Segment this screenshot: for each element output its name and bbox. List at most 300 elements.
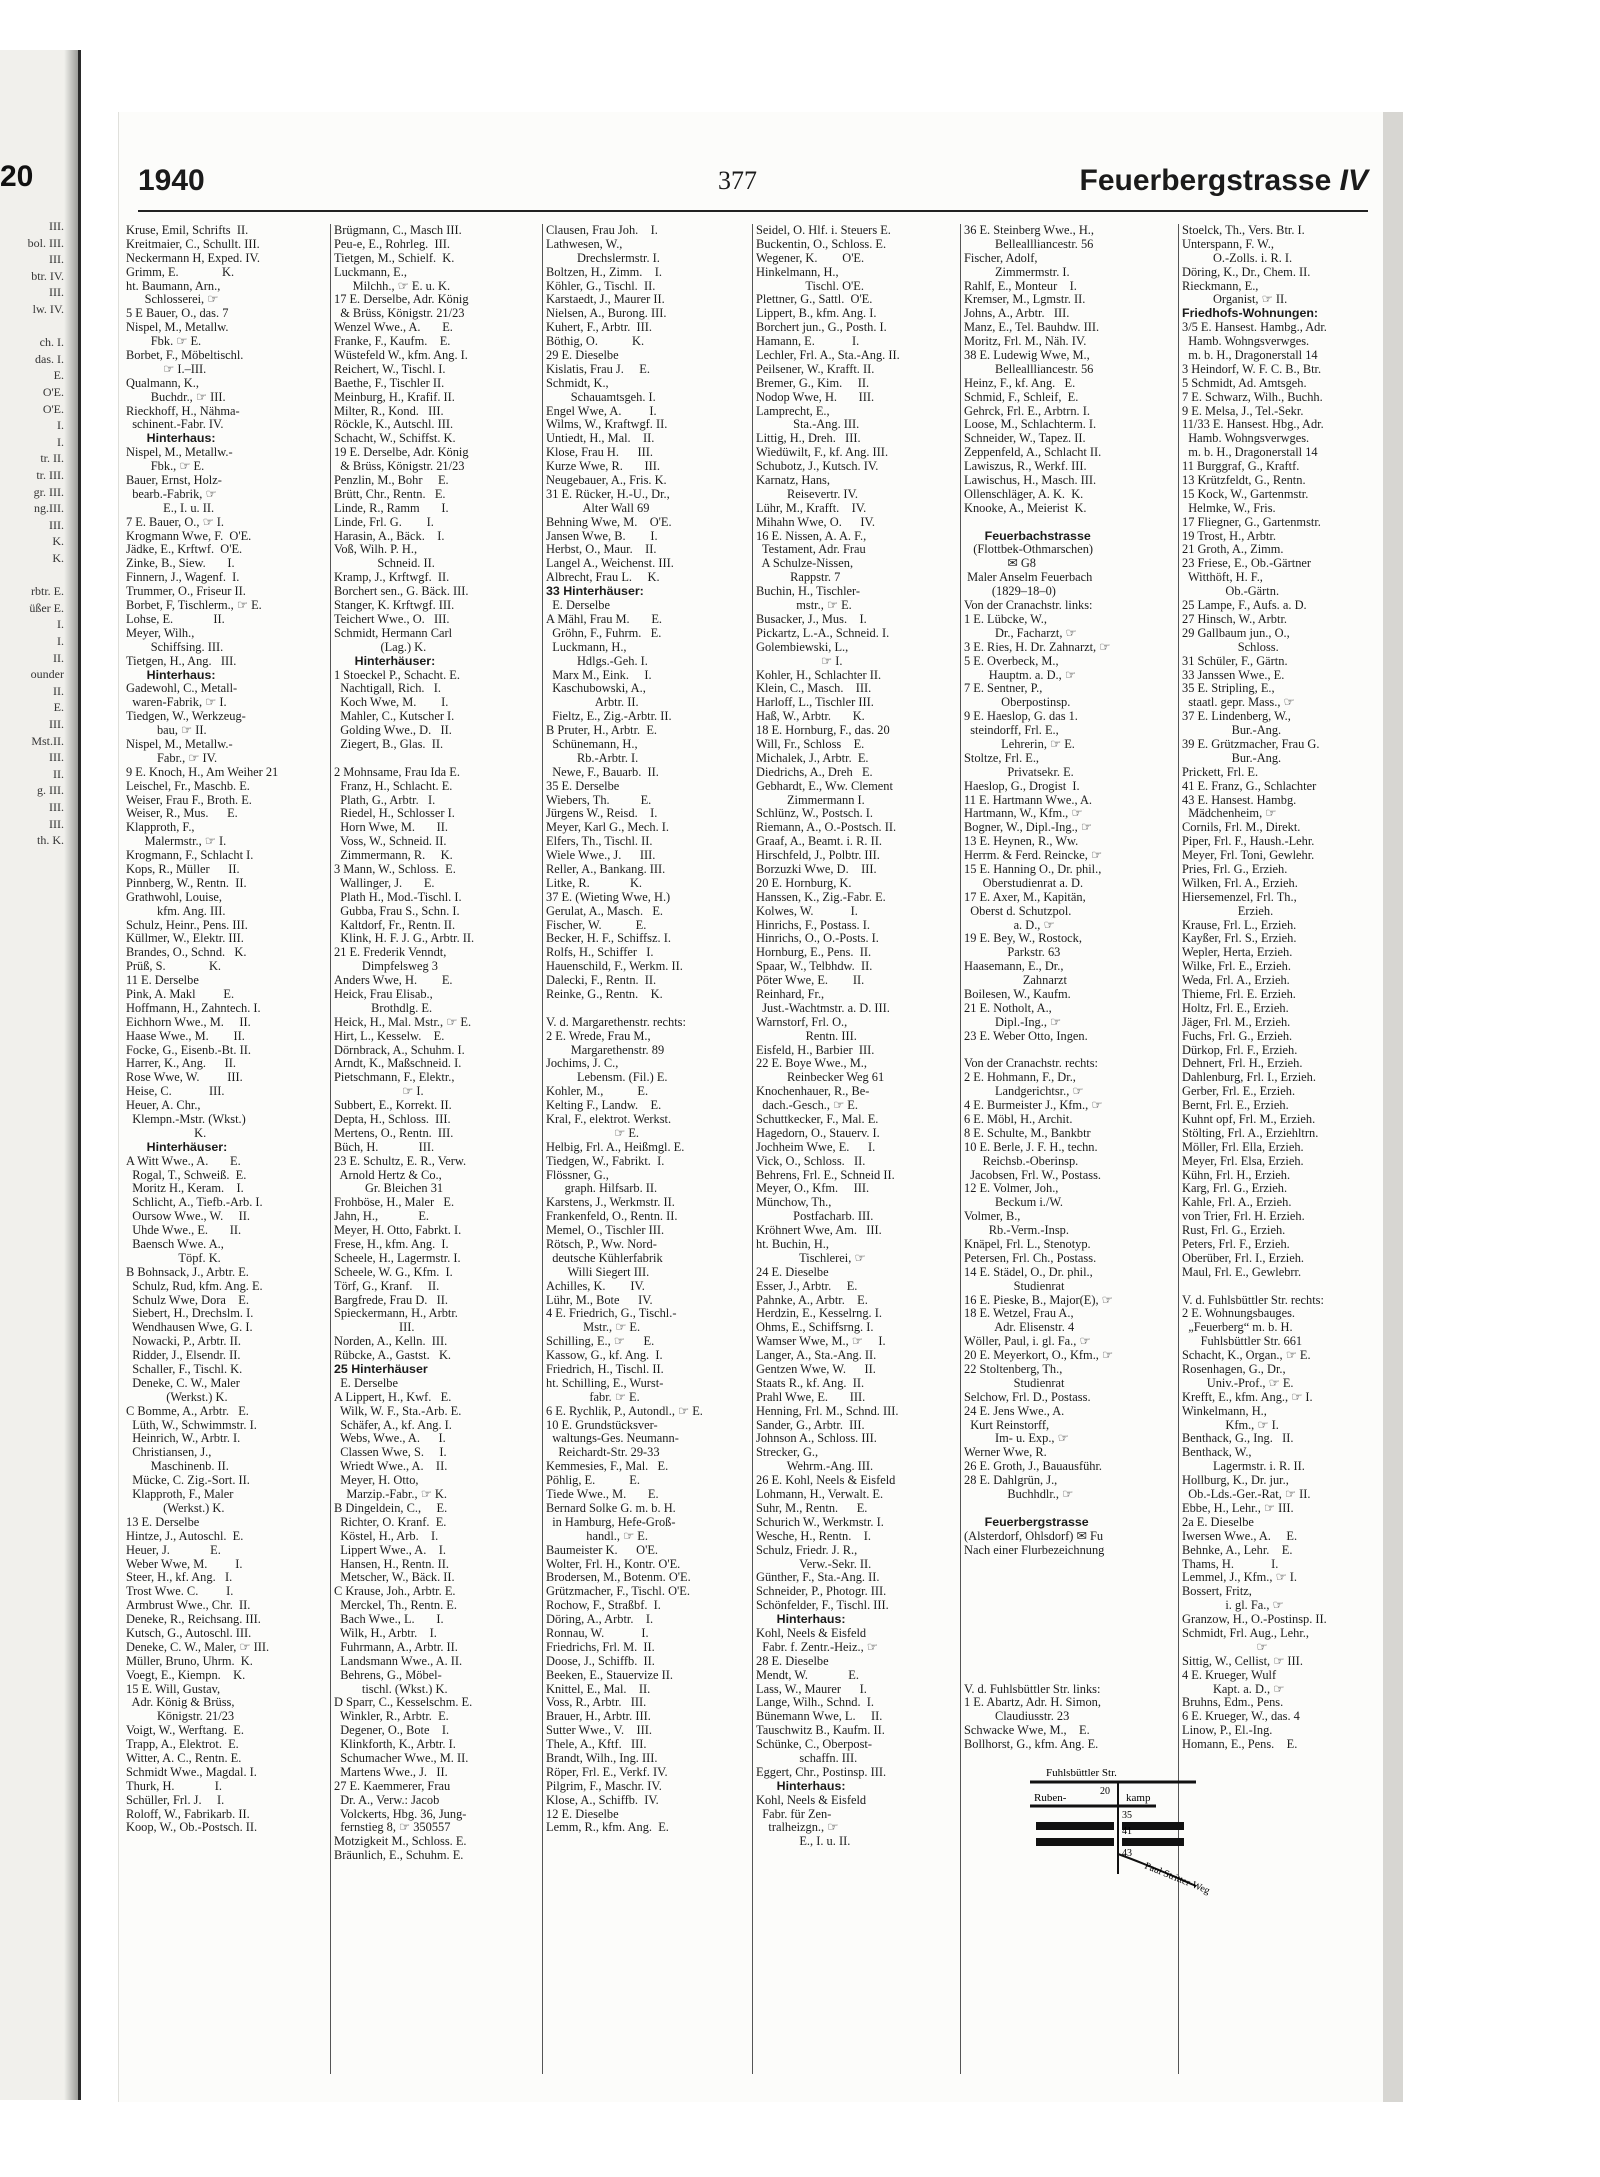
directory-line bbox=[964, 1502, 1174, 1516]
directory-line: Kfm., ☞ I. bbox=[1182, 1417, 1279, 1432]
directory-line bbox=[964, 1585, 1174, 1599]
directory-line: Haase Wwe., M. II. bbox=[126, 1028, 245, 1043]
directory-line: Horn Wwe, M. II. bbox=[334, 820, 449, 835]
directory-line: 22 E. Boye Wwe., M., bbox=[756, 1056, 867, 1071]
directory-line bbox=[964, 1044, 1174, 1058]
directory-line: Hintze, J., Autoschl. E. bbox=[126, 1528, 244, 1543]
directory-line: Stoelck, Th., Vers. Btr. I. bbox=[1182, 223, 1305, 237]
directory-line: Reinbecker Weg 61 bbox=[756, 1070, 885, 1085]
directory-line: Eggert, Chr., Postinsp. III. bbox=[756, 1764, 887, 1779]
directory-line: 19 E. Bey, W., Rostock, bbox=[964, 931, 1082, 946]
directory-line: Oberüber, Frl. I., Erzieh. bbox=[1182, 1250, 1304, 1265]
directory-line: Witter, A. C., Rentn. E. bbox=[126, 1750, 242, 1765]
directory-line bbox=[964, 1641, 1174, 1655]
directory-line: Bünemann Wwe, L. II. bbox=[756, 1709, 883, 1724]
directory-line: 13 Krützfeldt, G., Rentn. bbox=[1182, 473, 1306, 488]
directory-line: Oberst d. Schutzpol. bbox=[964, 903, 1072, 918]
directory-line: Riemann, A., O.-Postsch. II. bbox=[756, 820, 897, 835]
directory-line: Wüstefeld W., kfm. Ang. I. bbox=[334, 348, 468, 363]
directory-line: Köstel, H., Arb. I. bbox=[334, 1528, 439, 1543]
directory-line: graph. Hilfsarb. II. bbox=[546, 1181, 658, 1196]
adjacent-page-fragment: das. I. bbox=[35, 351, 64, 366]
directory-line: Brügmann, C., Masch III. bbox=[334, 223, 462, 237]
directory-line: Voigt, W., Werftang. E. bbox=[126, 1723, 244, 1738]
directory-line: Neckermann H, Exped. IV. bbox=[126, 250, 260, 265]
directory-line: Friedrichs, Frl. M. II. bbox=[546, 1639, 655, 1654]
directory-line: Tischl. O'E. bbox=[756, 278, 864, 293]
directory-line: Meyer, Karl G., Mech. I. bbox=[546, 820, 670, 835]
directory-line: Armbrust Wwe., Chr. II. bbox=[126, 1598, 251, 1613]
directory-line: Borchert sen., G. Bäck. III. bbox=[334, 584, 469, 599]
directory-line: Dr. A., Verw.: Jacob bbox=[334, 1792, 440, 1807]
directory-line: 23 E. Weber Otto, Ingen. bbox=[964, 1028, 1088, 1043]
directory-line: Heinz, F., kf. Ang. E. bbox=[964, 375, 1076, 390]
adjacent-page-fragment: gr. III. bbox=[33, 484, 64, 499]
directory-line: Willi Siegert III. bbox=[546, 1264, 650, 1279]
directory-line: fabr. ☞ E. bbox=[546, 1389, 640, 1404]
directory-line: Lühr, M., Bote IV. bbox=[546, 1292, 653, 1307]
directory-line: Steer, H., kf. Ang. I. bbox=[126, 1570, 233, 1585]
directory-line: V. d. Fuhlsbüttler Str. rechts: bbox=[1182, 1292, 1324, 1307]
directory-line: Schiffsing. III. bbox=[126, 639, 224, 654]
directory-line: 20 E. Meyerkort, O., Kfm., ☞ bbox=[964, 1348, 1114, 1363]
directory-line: Günther, F., Sta.-Ang. II. bbox=[756, 1570, 880, 1585]
directory-line: ☞ bbox=[1182, 1639, 1268, 1654]
directory-line: Deneke, R., Reichsang. III. bbox=[126, 1612, 261, 1627]
directory-line: Maschinenb. II. bbox=[126, 1459, 229, 1474]
directory-line: Böthig, O. K. bbox=[546, 334, 645, 349]
directory-line: Hinrichs, F., Postass. I. bbox=[756, 917, 870, 932]
directory-line: Bauer, Ernst, Holz- bbox=[126, 473, 222, 488]
directory-line: Tiedgen, W., Fabrikt. I. bbox=[546, 1153, 665, 1168]
directory-line: Rötsch, P., Ww. Nord- bbox=[546, 1237, 657, 1252]
directory-line: Tietgen, M., Schielf. K. bbox=[334, 250, 455, 265]
directory-line: Brauer, H., Arbtr. III. bbox=[546, 1709, 651, 1724]
directory-line: 7 E. Sentner, P., bbox=[964, 681, 1043, 696]
directory-line: Helbig, Frl. A., Heißmgl. E. bbox=[546, 1139, 685, 1154]
directory-line: Homann, E., Pens. E. bbox=[1182, 1737, 1298, 1752]
directory-line: Harrer, K., Ang. II. bbox=[126, 1056, 236, 1071]
directory-line: Bernt, Frl. E., Erzieh. bbox=[1182, 1098, 1289, 1113]
directory-line: E. Derselbe bbox=[546, 598, 610, 613]
adjacent-page-fragment: g. III. bbox=[37, 783, 64, 798]
directory-line: Kuhnt opf, Frl. M., Erzieh. bbox=[1182, 1112, 1316, 1126]
directory-line: Brodersen, M., Botenm. O'E. bbox=[546, 1570, 691, 1585]
directory-line: Friedrich, H., Tischl. II. bbox=[546, 1362, 664, 1377]
directory-line: Studienrat bbox=[964, 1278, 1065, 1293]
directory-line: Hdlgs.-Geh. I. bbox=[546, 653, 648, 668]
directory-line: Kaltdorf, Fr., Rentn. II. bbox=[334, 917, 456, 932]
directory-line bbox=[964, 1655, 1174, 1669]
directory-line: Mstr., ☞ E. bbox=[546, 1320, 641, 1335]
directory-line: Webs, Wwe., A. I. bbox=[334, 1431, 446, 1446]
directory-line: Borbet, F., Möbeltischl. bbox=[126, 348, 244, 363]
directory-line: 31 E. Rücker, H.-U., Dr., bbox=[546, 486, 670, 501]
directory-line: Herdzin, E., Kesselrng. I. bbox=[756, 1306, 882, 1321]
directory-line: Schünemann, H., bbox=[546, 736, 638, 751]
directory-line: 1 E. Lübcke, W., bbox=[964, 611, 1047, 626]
directory-line: Sittig, W., Cellist, ☞ III. bbox=[1182, 1653, 1303, 1668]
directory-line: Kuhert, F., Arbtr. III. bbox=[546, 320, 653, 335]
directory-line: Baensch Wwe. A., bbox=[126, 1237, 224, 1252]
directory-line: Dr., Facharzt, ☞ bbox=[964, 625, 1077, 640]
directory-line: Gebhardt, E., Ww. Clement bbox=[756, 778, 893, 793]
directory-line: 29 E. Dieselbe bbox=[546, 348, 619, 363]
directory-line: Pöter Wwe, E. II. bbox=[756, 973, 865, 988]
directory-line: Meyer, Frl. Toni, Gewlehr. bbox=[1182, 848, 1315, 863]
directory-line: 15 Kock, W., Gartenmstr. bbox=[1182, 486, 1309, 501]
directory-line: Rosenhagen, G., Dr., bbox=[1182, 1362, 1286, 1377]
directory-line: Bruhns, Edm., Pens. bbox=[1182, 1695, 1284, 1710]
directory-line: Henning, Frl. M., Schnd. III. bbox=[756, 1403, 899, 1418]
directory-line: Metscher, W., Bäck. II. bbox=[334, 1570, 455, 1585]
directory-line: 39 E. Grützmacher, Frau G. bbox=[1182, 736, 1320, 751]
directory-line: ht. Buchin, H., bbox=[756, 1237, 829, 1252]
directory-line: Kremser, M., Lgmstr. II. bbox=[964, 292, 1086, 307]
directory-line: Claudiusstr. 23 bbox=[964, 1709, 1070, 1724]
directory-line: Golembiewski, L., bbox=[756, 639, 849, 654]
directory-line: Graaf, A., Beamt. i. R. II. bbox=[756, 834, 882, 849]
directory-line: Linow, P., El.-Ing. bbox=[1182, 1723, 1273, 1738]
volume-numeral: IV bbox=[1339, 164, 1368, 197]
directory-line: Jochims, J. C., bbox=[546, 1056, 619, 1071]
directory-line: Lehrerin, ☞ E. bbox=[964, 736, 1075, 751]
directory-column-6 bbox=[1182, 224, 1382, 2084]
directory-line: V. d. Margarethenstr. rechts: bbox=[546, 1014, 686, 1029]
directory-line: 12 E. Volmer, Joh., bbox=[964, 1181, 1059, 1196]
directory-line: Memel, O., Tischler III. bbox=[546, 1223, 665, 1238]
directory-line: Erzieh. bbox=[1182, 903, 1274, 918]
directory-line: Rb.-Verm.-Insp. bbox=[964, 1223, 1069, 1238]
directory-line: Lamprecht, E., bbox=[756, 403, 830, 418]
directory-line: 25 Lampe, F., Aufs. a. D. bbox=[1182, 598, 1307, 613]
directory-line: Pilgrim, F., Maschr. IV. bbox=[546, 1778, 662, 1793]
directory-line: Kurt Reinstorff, bbox=[964, 1417, 1050, 1432]
directory-line: Hamb. Wohngsverwges. bbox=[1182, 334, 1310, 349]
directory-line: Wriedt Wwe., A. II. bbox=[334, 1459, 448, 1474]
directory-line: Möller, Frl. Ella, Erzieh. bbox=[1182, 1139, 1304, 1154]
directory-line: 13 E. Heynen, R., Ww. bbox=[964, 834, 1079, 849]
directory-line: Wiedüwilt, F., kf. Ang. III. bbox=[756, 445, 889, 460]
directory-line: Peilsener, W., Krafft. II. bbox=[756, 361, 875, 376]
directory-line: Herrm. & Ferd. Reincke, ☞ bbox=[964, 848, 1103, 863]
directory-line: Deneke, C. W., Maler, ☞ III. bbox=[126, 1639, 270, 1654]
directory-line: Achilles, K. IV. bbox=[546, 1278, 645, 1293]
directory-line: Finnern, J., Wagenf. I. bbox=[126, 570, 240, 585]
directory-line: Organist, ☞ II. bbox=[1182, 292, 1288, 307]
directory-line: steindorff, Frl. E., bbox=[964, 723, 1059, 738]
directory-line: Plath H., Mod.-Tischl. I. bbox=[334, 889, 462, 904]
map-num-20: 20 bbox=[1100, 1786, 1110, 1797]
directory-line: Belleallliancestr. 56 bbox=[964, 361, 1094, 376]
directory-line: Hartmann, W., Kfm., ☞ bbox=[964, 806, 1083, 821]
directory-line: Fischer, W. E. bbox=[546, 917, 647, 932]
adjacent-page-fragment: th. K. bbox=[37, 833, 64, 848]
adjacent-page-fragment: tr. II. bbox=[40, 451, 64, 466]
directory-line: Teichert Wwe., O. III. bbox=[334, 611, 450, 626]
directory-line: 6 E. Rychlik, P., Autondl., ☞ E. bbox=[546, 1403, 703, 1418]
directory-line: Schönfelder, F., Tischl. III. bbox=[756, 1598, 889, 1613]
directory-line: Zinke, B., Siew. I. bbox=[126, 556, 235, 571]
directory-line: Reichert, W., Tischl. I. bbox=[334, 361, 446, 376]
directory-line: 1 E. Abartz, Adr. H. Simon, bbox=[964, 1695, 1101, 1710]
directory-line: 18 E. Hornburg, F., das. 20 bbox=[756, 723, 890, 738]
directory-line: Lagermstr. i. R. II. bbox=[1182, 1459, 1305, 1474]
adjacent-page-fragment: lw. IV. bbox=[32, 302, 64, 316]
directory-line: Loose, M., Schlachterm. I. bbox=[964, 417, 1097, 432]
directory-line: Pietschmann, F., Elektr., bbox=[334, 1070, 455, 1085]
directory-line: ☞ I. bbox=[756, 653, 843, 668]
directory-line: Litke, R. K. bbox=[546, 875, 643, 890]
directory-line: Univ.-Prof., ☞ E. bbox=[1182, 1375, 1294, 1390]
directory-line: 37 E. (Wieting Wwe, H.) bbox=[546, 889, 671, 904]
directory-line: 5 Schmidt, Ad. Amtsgeh. bbox=[1182, 375, 1307, 390]
adjacent-page-number: 20 bbox=[0, 160, 34, 193]
directory-line: Klink, H. F. J. G., Arbtr. II. bbox=[334, 931, 475, 946]
directory-line: Oberstudienrat a. D. bbox=[964, 875, 1084, 890]
directory-line: Boilesen, W., Kaufm. bbox=[964, 986, 1071, 1001]
directory-line: Lippert Wwe., A. I. bbox=[334, 1542, 446, 1557]
directory-line: 24 E. Dieselbe bbox=[756, 1264, 829, 1279]
directory-line: Heise, C. III. bbox=[126, 1084, 225, 1099]
directory-line: 13 E. Derselbe bbox=[126, 1514, 200, 1529]
directory-line: Meyer, O., Kfm. III. bbox=[756, 1181, 870, 1196]
directory-line: Winkelmann, H., bbox=[1182, 1403, 1267, 1418]
directory-line: Rolfs, H., Schiffer I. bbox=[546, 945, 654, 960]
directory-line: Mertens, O., Rentn. III. bbox=[334, 1125, 454, 1140]
directory-line: Döring, K., Dr., Chem. II. bbox=[1182, 264, 1311, 279]
directory-line: Qualmann, K., bbox=[126, 375, 199, 390]
directory-line: Schacht, K., Organ., ☞ E. bbox=[1182, 1348, 1311, 1363]
directory-line: Ob.-Gärtn. bbox=[1182, 584, 1280, 599]
directory-line: 11 Burggraf, G., Kraftf. bbox=[1182, 459, 1300, 474]
directory-line: Weber Wwe, M. I. bbox=[126, 1556, 243, 1571]
directory-line: Pink, A. Makl E. bbox=[126, 986, 235, 1001]
directory-line: Milter, R., Kond. III. bbox=[334, 403, 444, 418]
directory-line: Ziegert, B., Glas. II. bbox=[334, 736, 444, 751]
directory-line: Riedel, H., Schlosser I. bbox=[334, 806, 455, 821]
directory-line: Leischel, Fr., Maschb. E. bbox=[126, 778, 250, 793]
directory-line: Schmidt, K., bbox=[546, 375, 609, 390]
map-label-paul-stritter: Paul Stritter-Weg bbox=[1142, 1860, 1212, 1897]
directory-line: Fabr. für Zen- bbox=[756, 1806, 832, 1821]
directory-line: Spieckermann, H., Arbtr. bbox=[334, 1306, 458, 1321]
directory-line: 17 E. Axer, M., Kapitän, bbox=[964, 889, 1086, 904]
directory-line: Winkler, R., Arbtr. E. bbox=[334, 1709, 449, 1724]
directory-line: Langer, A., Sta.-Ang. II. bbox=[756, 1348, 877, 1363]
directory-line: Von der Cranachstr. links: bbox=[964, 598, 1093, 613]
directory-line: Schneider, P., Photogr. III. bbox=[756, 1584, 887, 1599]
directory-line: (Werkst.) K. bbox=[126, 1389, 228, 1404]
directory-line: Marx M., Eink. I. bbox=[546, 667, 652, 682]
directory-line: Vick, O., Schloss. II. bbox=[756, 1153, 866, 1168]
directory-line: Hornburg, E., Pens. II. bbox=[756, 945, 872, 960]
adjacent-page-fragment: rbtr. E. bbox=[31, 584, 64, 599]
directory-line: Nispel, M., Metallw.- bbox=[126, 736, 233, 751]
directory-line: Dürkop, Frl. F., Erzieh. bbox=[1182, 1042, 1298, 1057]
directory-line: Zimmermstr. I. bbox=[964, 264, 1070, 279]
directory-line: 19 E. Derselbe, Adr. König bbox=[334, 445, 469, 460]
directory-line: Tiede Wwe., M. E. bbox=[546, 1487, 659, 1502]
directory-line: Lühr, M., Krafft. IV. bbox=[756, 500, 867, 515]
directory-line: Hanssen, K., Zig.-Fabr. E. bbox=[756, 889, 886, 904]
adjacent-page-fragment: ng.III. bbox=[34, 501, 64, 516]
directory-line: 12 E. Dieselbe bbox=[546, 1806, 619, 1821]
directory-line: Manz, E., Tel. Bauhdw. III. bbox=[964, 320, 1100, 335]
directory-line: Richter, O. Kranf. E. bbox=[334, 1514, 447, 1529]
directory-line: Kelting F., Landw. E. bbox=[546, 1098, 662, 1113]
directory-line bbox=[964, 1571, 1174, 1585]
directory-line: Milchh., ☞ E. u. K. bbox=[334, 278, 451, 293]
directory-line: Jäger, Frl. M., Erzieh. bbox=[1182, 1014, 1291, 1029]
directory-line: Landgerichtsr., ☞ bbox=[964, 1084, 1084, 1099]
directory-line: Klempn.-Mstr. (Wkst.) bbox=[126, 1112, 246, 1126]
directory-line: Friedhofs-Wohnungen: bbox=[1182, 306, 1319, 321]
directory-line: Privatsekr. E. bbox=[964, 764, 1074, 779]
directory-line: schinent.-Fabr. IV. bbox=[126, 417, 224, 432]
directory-line: Knooke, A., Meierist K. bbox=[964, 500, 1087, 515]
directory-line: Spaar, W., Telbhdw. II. bbox=[756, 959, 873, 974]
directory-line: Heuer, J. E. bbox=[126, 1542, 221, 1557]
directory-line: Wesche, H., Rentn. I. bbox=[756, 1528, 871, 1543]
directory-line: Tischlerei, ☞ bbox=[756, 1250, 866, 1265]
directory-line: Schmid, F., Schleif, E. bbox=[964, 389, 1079, 404]
directory-line: Wiebers, Th. E. bbox=[546, 792, 652, 807]
directory-line: Bargfrede, Frau D. II. bbox=[334, 1292, 449, 1307]
directory-line: 5 E. Overbeck, M., bbox=[964, 653, 1059, 668]
directory-line: 2 E. Wohnungsbauges. bbox=[1182, 1306, 1296, 1321]
adjacent-page-fragment: Mst.II. bbox=[31, 733, 64, 748]
directory-line: Jansen Wwe, B. I. bbox=[546, 528, 658, 543]
directory-line: Flössner, G., bbox=[546, 1167, 609, 1182]
directory-line: 2a E. Dieselbe bbox=[1182, 1514, 1254, 1529]
directory-line: deutsche Kühlerfabrik bbox=[546, 1250, 663, 1265]
directory-line: Lebensm. (Fil.) E. bbox=[546, 1070, 668, 1085]
directory-line: Brütt, Chr., Rentn. E. bbox=[334, 486, 446, 501]
directory-line: B Bohnsack, J., Arbtr. E. bbox=[126, 1264, 249, 1279]
directory-line: Wegener, K. O'E. bbox=[756, 250, 865, 265]
directory-line: m. b. H., Dragonerstall 14 bbox=[1182, 445, 1318, 460]
directory-line: Rappstr. 7 bbox=[756, 570, 841, 585]
directory-line: Linde, Frl. G. I. bbox=[334, 514, 434, 529]
directory-line: 10 E. Berle, J. F. H., techn. bbox=[964, 1139, 1098, 1154]
directory-line: Wilk, H., Arbtr. I. bbox=[334, 1625, 437, 1640]
directory-line: Holtz, Frl. E., Erzieh. bbox=[1182, 1000, 1289, 1015]
adjacent-page-fragment: ch. I. bbox=[39, 335, 64, 350]
directory-line: Gr. Bleichen 31 bbox=[334, 1181, 444, 1196]
directory-line: handl., ☞ E. bbox=[546, 1528, 648, 1543]
directory-line: a. D., ☞ bbox=[964, 917, 1055, 932]
directory-line: Norden, A., Kelln. III. bbox=[334, 1334, 448, 1349]
directory-line: Schulz, Rud, kfm. Ang. E. bbox=[126, 1278, 263, 1293]
directory-line: 21 E. Notholt, A., bbox=[964, 1000, 1052, 1015]
directory-line: A Schulze-Nissen, bbox=[756, 556, 854, 571]
directory-line: Roloff, W., Fabrikarb. II. bbox=[126, 1806, 250, 1821]
directory-line: Neugebauer, A., Fris. K. bbox=[546, 473, 667, 488]
directory-line: Klose, A., Schiffb. IV. bbox=[546, 1792, 659, 1807]
directory-line: Meyer, H. Otto, Fabrkt. I. bbox=[334, 1223, 462, 1238]
directory-line: Voss, W., Schneid. II. bbox=[334, 834, 447, 849]
directory-line: Sta.-Ang. III. bbox=[756, 417, 860, 432]
directory-line: 37 E. Lindenberg, W., bbox=[1182, 709, 1291, 724]
directory-line: Depta, H., Schloss. III. bbox=[334, 1112, 451, 1126]
directory-line: Hinterhaus: bbox=[126, 431, 216, 446]
directory-line: Döring, A., Arbtr. I. bbox=[546, 1612, 654, 1627]
directory-line: Scheele, W. G., Kfm. I. bbox=[334, 1264, 453, 1279]
directory-line bbox=[964, 1599, 1174, 1613]
directory-line: (Flottbek-Othmarschen) bbox=[964, 542, 1094, 557]
directory-line: Hinterhaus: bbox=[756, 1778, 846, 1793]
adjacent-page-fragment: tr. III. bbox=[36, 468, 64, 482]
adjacent-page-edge bbox=[0, 50, 81, 2100]
directory-line: Schmidt, Frl. Aug., Lehr., bbox=[1182, 1625, 1310, 1640]
directory-line: Schaller, F., Tischl. K. bbox=[126, 1362, 243, 1377]
directory-line: Schloss. bbox=[1182, 639, 1279, 654]
directory-line: Ridder, J., Elsendr. II. bbox=[126, 1348, 241, 1363]
directory-line: Meyer, Frl. Elsa, Erzieh. bbox=[1182, 1153, 1304, 1168]
directory-line: Newe, F., Bauarb. II. bbox=[546, 764, 659, 779]
directory-line: Fuhlsbüttler Str. 661 bbox=[1182, 1334, 1303, 1349]
directory-line: Klapproth, F., bbox=[126, 820, 195, 835]
directory-line: Golding Wwe., D. II. bbox=[334, 723, 452, 738]
adjacent-page-fragment: III. bbox=[49, 252, 64, 267]
directory-line: Lechler, Frl. A., Sta.-Ang. II. bbox=[756, 348, 900, 363]
directory-line: Mahler, C., Kutscher I. bbox=[334, 709, 455, 724]
directory-line: Tauschwitz B., Kaufm. II. bbox=[756, 1723, 885, 1738]
directory-column-1 bbox=[126, 224, 326, 2084]
adjacent-page-fragment: I. bbox=[57, 617, 64, 632]
directory-line: Kohler, M., E. bbox=[546, 1084, 649, 1099]
directory-line: Dalecki, F., Rentn. II. bbox=[546, 973, 657, 988]
directory-line: Moritz H., Keram. I. bbox=[126, 1181, 244, 1196]
directory-line: Hansen, H., Rentn. II. bbox=[334, 1556, 449, 1571]
directory-line: Meinburg, H., Krafif. II. bbox=[334, 389, 455, 404]
adjacent-page-fragment: K. bbox=[52, 534, 64, 549]
directory-line: Zeppenfeld, A., Schlacht II. bbox=[964, 445, 1102, 460]
directory-line: Baethe, F., Tischler II. bbox=[334, 375, 445, 390]
page-number: 377 bbox=[718, 166, 757, 195]
directory-line: Pahnke, A., Arbtr. E. bbox=[756, 1292, 868, 1307]
directory-line: Frese, H., kfm. Ang. I. bbox=[334, 1237, 449, 1252]
directory-line: Selchow, Frl. D., Postass. bbox=[964, 1389, 1091, 1404]
directory-line: B Dingeldein, C., E. bbox=[334, 1500, 448, 1515]
directory-line: Wamser Wwe, M., ☞ I. bbox=[756, 1334, 886, 1349]
directory-line: C Krause, Joh., Arbtr. E. bbox=[334, 1584, 456, 1599]
directory-line: Verw.-Sekr. II. bbox=[756, 1556, 872, 1571]
directory-line: 21 E. Frederik Venndt, bbox=[334, 945, 447, 960]
directory-line: Ohms, E., Schiffsrng. I. bbox=[756, 1320, 874, 1335]
adjacent-page-fragment: III. bbox=[49, 219, 64, 233]
directory-line: Deneke, C. W., Maler bbox=[126, 1375, 240, 1390]
directory-line: Plath, G., Arbtr. I. bbox=[334, 792, 436, 807]
directory-line: 26 E. Groth, J., Bauausführ. bbox=[964, 1459, 1103, 1474]
directory-line: Trost Wwe. C. I. bbox=[126, 1584, 234, 1599]
directory-line: 2 Mohnsame, Frau Ida E. bbox=[334, 764, 460, 779]
directory-line: Kurze Wwe, R. III. bbox=[546, 459, 661, 474]
directory-line: Ebbe, H., Lehr., ☞ III. bbox=[1182, 1500, 1294, 1515]
directory-line: (Alsterdorf, Ohlsdorf) ✉ Fu bbox=[964, 1528, 1104, 1543]
directory-line: Esser, J., Arbtr. E. bbox=[756, 1278, 858, 1293]
directory-line: Hirt, L., Kesselw. E. bbox=[334, 1028, 445, 1043]
directory-line: Kramp, J., Krftwgf. II. bbox=[334, 570, 450, 585]
directory-line: Studienrat bbox=[964, 1375, 1065, 1390]
directory-line: Schumacher Wwe., M. II. bbox=[334, 1750, 469, 1765]
directory-line: 22 Stoltenberg, Th., bbox=[964, 1362, 1063, 1377]
directory-line bbox=[1182, 1280, 1382, 1294]
directory-line bbox=[546, 1002, 748, 1016]
directory-line: Kapt. a. D., ☞ bbox=[1182, 1681, 1285, 1696]
map-num-35: 35 bbox=[1122, 1810, 1132, 1821]
